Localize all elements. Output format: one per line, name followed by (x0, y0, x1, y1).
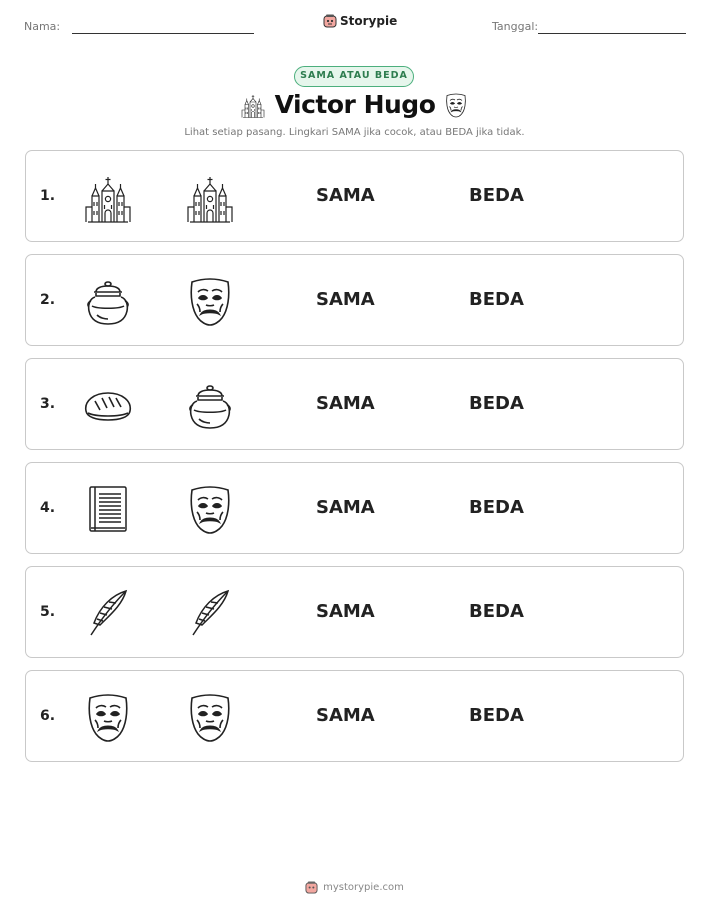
brand-name: Storypie (340, 14, 398, 28)
same-option[interactable]: SAMA (316, 289, 375, 310)
same-option[interactable]: SAMA (316, 185, 375, 206)
activity-badge: SAMA ATAU BEDA (294, 66, 414, 87)
date-label: Tanggal: (492, 20, 539, 33)
cathedral-icon (82, 171, 134, 223)
book-icon (82, 483, 134, 535)
page-title: Victor Hugo (274, 90, 436, 119)
name-label: Nama: (24, 20, 61, 33)
question-number: 5. (40, 604, 56, 620)
question-number: 6. (40, 708, 56, 724)
question-row (25, 254, 684, 346)
pot-icon (184, 379, 236, 431)
storypie-logo-icon (323, 14, 337, 28)
quill-icon (184, 587, 236, 639)
cathedral-icon (184, 171, 236, 223)
different-option[interactable]: BEDA (469, 393, 524, 414)
question-number: 1. (40, 188, 56, 204)
tragedy-mask-icon (82, 691, 134, 743)
question-number: 4. (40, 500, 56, 516)
tragedy-mask-icon (184, 483, 236, 535)
question-row (25, 566, 684, 658)
different-option[interactable]: BEDA (469, 289, 524, 310)
brand (323, 14, 397, 28)
bread-icon (82, 379, 134, 431)
same-option[interactable]: SAMA (316, 497, 375, 518)
date-line[interactable] (538, 33, 686, 34)
footer (0, 881, 709, 894)
storypie-logo-icon (305, 881, 318, 894)
tragedy-mask-icon (184, 275, 236, 327)
different-option[interactable]: BEDA (469, 497, 524, 518)
question-number: 3. (40, 396, 56, 412)
quill-icon (82, 587, 134, 639)
question-number: 2. (40, 292, 56, 308)
question-row (25, 150, 684, 242)
tragedy-mask-icon (184, 691, 236, 743)
different-option[interactable]: BEDA (469, 601, 524, 622)
same-option[interactable]: SAMA (316, 705, 375, 726)
question-row (25, 358, 684, 450)
pot-icon (82, 275, 134, 327)
question-row (25, 670, 684, 762)
footer-url[interactable]: mystorypie.com (323, 882, 404, 893)
question-row (25, 462, 684, 554)
tragedy-mask-icon (443, 92, 469, 118)
different-option[interactable]: BEDA (469, 705, 524, 726)
different-option[interactable]: BEDA (469, 185, 524, 206)
instruction-text: Lihat setiap pasang. Lingkari SAMA jika cocok, atau BEDA jika tidak. (184, 127, 525, 138)
same-option[interactable]: SAMA (316, 601, 375, 622)
cathedral-icon (240, 92, 266, 118)
name-line[interactable] (72, 33, 254, 34)
same-option[interactable]: SAMA (316, 393, 375, 414)
